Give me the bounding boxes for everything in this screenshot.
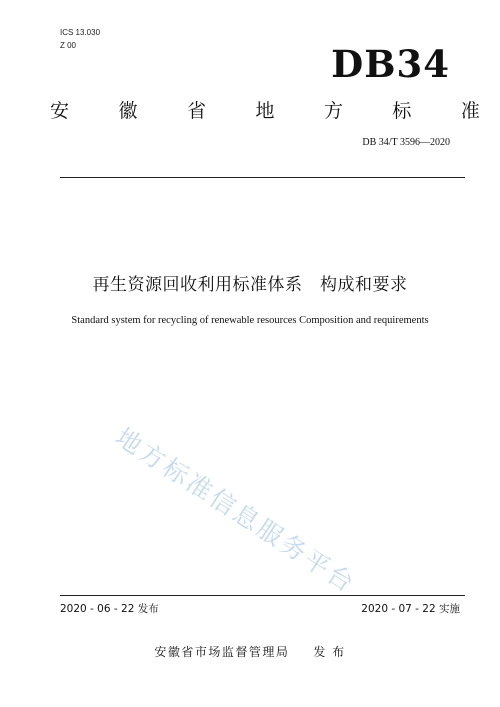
standard-number: DB 34/T 3596—2020: [362, 137, 450, 148]
publisher-name: 安徽省市场监督管理局: [154, 645, 290, 659]
header-divider: [60, 177, 465, 178]
publish-action: 发 布: [313, 645, 346, 659]
standard-type-heading: [50, 96, 480, 123]
title-chinese: 再生资源回收利用标准体系 构成和要求: [92, 275, 408, 295]
standard-type-char: 准: [460, 100, 480, 122]
standard-type-char: 省: [186, 100, 206, 122]
implementation-date: 2020 - 07 - 22 实施: [361, 603, 460, 615]
standard-type-char: 徽: [118, 100, 138, 122]
db34-logo: DB34: [331, 42, 450, 86]
standard-type-char: 地: [255, 100, 275, 122]
classification-codes: [60, 26, 100, 52]
issue-date: 2020 - 06 - 22 发布: [60, 603, 159, 615]
footer-divider: [60, 595, 465, 596]
standard-type-char: 标: [392, 100, 412, 122]
title-english: Standard system for recycling of renewable resources Composition and requirements: [71, 315, 429, 326]
publisher-line: [0, 643, 500, 660]
ccs-code: Z 00: [60, 41, 77, 50]
standard-type-char: 方: [323, 100, 343, 122]
ics-code: ICS 13.030: [60, 28, 101, 37]
standard-type-char: 安: [50, 100, 70, 122]
watermark-text: 地方标准信息服务平台: [110, 422, 362, 600]
